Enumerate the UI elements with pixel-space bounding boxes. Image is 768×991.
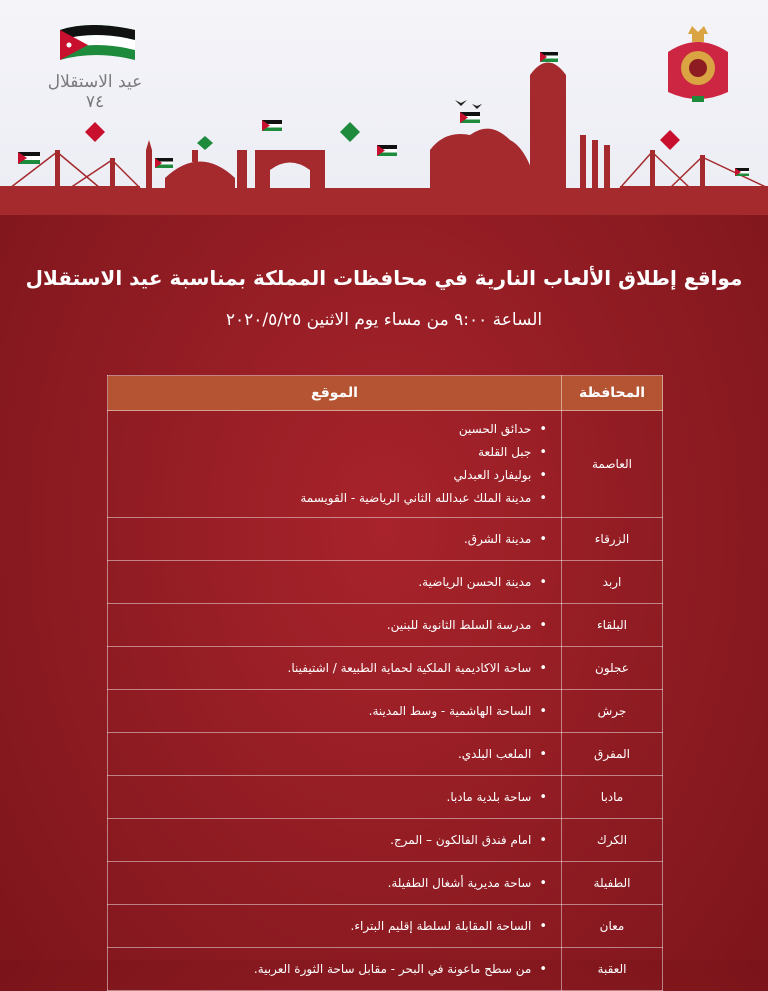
location-item: • من سطح ماعونة في البحر - مقابل ساحة الثورة العربية.	[116, 958, 547, 981]
royal-emblem-icon	[662, 22, 734, 106]
location-item: • ساحة مديرية أشغال الطفيلة.	[116, 872, 547, 895]
table-row	[108, 862, 663, 905]
governorate-cell: المفرق	[562, 733, 663, 776]
governorate-cell: اربد	[562, 561, 663, 604]
location-item: • الساحة الهاشمية - وسط المدينة.	[116, 700, 547, 723]
fireworks-locations-table	[107, 375, 663, 991]
table-row	[108, 690, 663, 733]
governorate-cell: العقبة	[562, 948, 663, 991]
location-item: • جبل القلعة	[116, 441, 547, 464]
location-item: • حدائق الحسين	[116, 418, 547, 441]
location-cell	[108, 948, 562, 991]
governorate-cell: جرش	[562, 690, 663, 733]
governorate-cell: الطفيلة	[562, 862, 663, 905]
location-column-header: الموقع	[108, 376, 562, 411]
location-cell	[108, 690, 562, 733]
location-cell	[108, 411, 562, 518]
governorate-cell: العاصمة	[562, 411, 663, 518]
governorate-cell: الكرك	[562, 819, 663, 862]
governorate-cell: الزرقاء	[562, 518, 663, 561]
page-title: مواقع إطلاق الألعاب النارية في محافظات المملكة بمناسبة عيد الاستقلال	[25, 266, 743, 290]
table-header-row	[108, 376, 663, 411]
location-cell	[108, 776, 562, 819]
location-item: • بوليفارد العبدلي	[116, 464, 547, 487]
location-cell	[108, 561, 562, 604]
location-item: • ساحة الاكاديمية الملكية لحماية الطبيعة / اشتيفينا.	[116, 657, 547, 680]
logo-text: عيد الاستقلال ٧٤	[47, 72, 143, 112]
table-row	[108, 948, 663, 991]
table-row	[108, 411, 663, 518]
location-item: • ساحة بلدية مادبا.	[116, 786, 547, 809]
location-cell	[108, 604, 562, 647]
location-item: • مدرسة السلط الثانوية للبنين.	[116, 614, 547, 637]
table-row	[108, 604, 663, 647]
table-row	[108, 518, 663, 561]
governorate-column-header: المحافظة	[562, 376, 663, 411]
location-item: • امام فندق الفالكون – المرج.	[116, 829, 547, 852]
location-cell	[108, 733, 562, 776]
location-cell	[108, 647, 562, 690]
table-row	[108, 905, 663, 948]
location-item: • الساحة المقابلة لسلطة إقليم البتراء.	[116, 915, 547, 938]
location-cell	[108, 819, 562, 862]
location-item: • مدينة الحسن الرياضية.	[116, 571, 547, 594]
location-cell	[108, 518, 562, 561]
governorate-cell: معان	[562, 905, 663, 948]
location-cell	[108, 905, 562, 948]
location-item: • مدينة الشرق.	[116, 528, 547, 551]
independence-day-logo	[40, 20, 150, 112]
jordan-flag-icon	[50, 20, 140, 68]
governorate-cell: عجلون	[562, 647, 663, 690]
governorate-cell: مادبا	[562, 776, 663, 819]
location-item: • الملعب البلدي.	[116, 743, 547, 766]
location-item: • مدينة الملك عبدالله الثاني الرياضية - القويسمة	[116, 487, 547, 510]
table-row	[108, 733, 663, 776]
location-cell	[108, 862, 562, 905]
header-banner	[0, 0, 768, 215]
table-row	[108, 647, 663, 690]
governorate-cell: البلقاء	[562, 604, 663, 647]
event-time: الساعة ٩:٠٠ من مساء يوم الاثنين ٢٠٢٠/٥/٢٥	[225, 310, 543, 330]
table-row	[108, 561, 663, 604]
table-row	[108, 819, 663, 862]
birds-icon	[455, 100, 482, 109]
table-row	[108, 776, 663, 819]
